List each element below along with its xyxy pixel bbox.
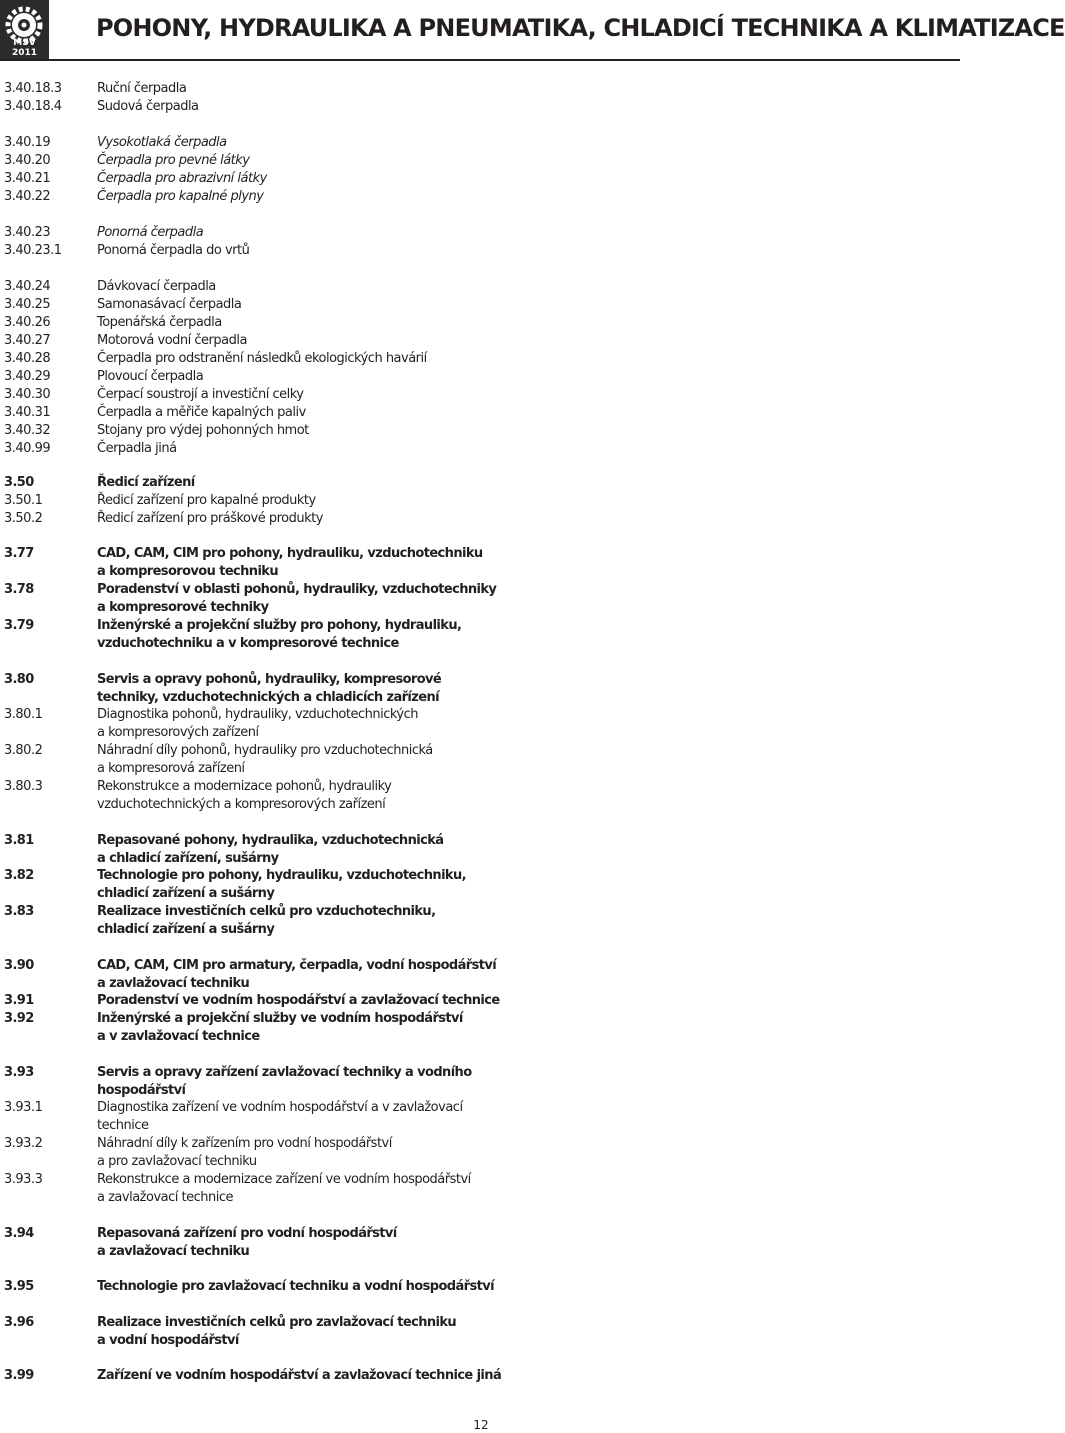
list-item [0,440,960,458]
item-label: Samonasávací čerpadla [97,297,242,312]
item-label: Zařízení ve vodním hospodářství a zavlažovací technice jiná [97,1368,502,1383]
list-item [0,903,960,939]
item-code: 3.50 [4,475,34,490]
item-label: Poradenství v oblasti pohonů, hydrauliky, vzduchotechniky [97,582,497,597]
item-code: 3.40.20 [4,153,51,168]
item-label: Čerpadla pro kapalné plyny [97,189,264,204]
item-code: 3.93.1 [4,1100,43,1115]
item-label: CAD, CAM, CIM pro armatury, čerpadla, vodní hospodářství [97,958,497,973]
item-label: Servis a opravy zařízení zavlažovací techniky a vodního [97,1065,472,1080]
list-item [0,617,960,653]
item-label: a kompresorovou techniku [97,564,279,579]
item-label: techniky, vzduchotechnických a chladicích zařízení [97,690,439,705]
item-label: Ředicí zařízení pro práškové produkty [97,511,323,526]
page-title: POHONY, HYDRAULIKA A PNEUMATIKA, CHLADICÍ TECHNIKA A KLIMATIZACE [96,14,1065,42]
item-label: Náhradní díly k zařízením pro vodní hospodářství [97,1136,392,1151]
list-item [0,581,960,617]
list-item [0,474,960,492]
item-code: 3.40.22 [4,189,51,204]
list-item [0,386,960,404]
item-label: a zavlažovací techniku [97,976,250,991]
item-label: Stojany pro výdej pohonných hmot [97,423,309,438]
item-code: 3.40.29 [4,369,51,384]
item-label: Rekonstrukce a modernizace zařízení ve vodním hospodářství [97,1172,471,1187]
item-code: 3.40.19 [4,135,51,150]
item-label: Servis a opravy pohonů, hydrauliky, kompresorové [97,672,442,687]
item-code: 3.40.31 [4,405,51,420]
list-item [0,134,960,152]
list-item [0,332,960,350]
item-label: a zavlažovací technice [97,1190,233,1205]
item-code: 3.40.18.3 [4,81,62,96]
item-label: Čerpadla pro pevné látky [97,153,250,168]
item-code: 3.79 [4,618,34,633]
item-label: Technologie pro zavlažovací techniku a vodní hospodářství [97,1279,494,1294]
list-item [0,832,960,868]
item-code: 3.40.23.1 [4,243,62,258]
item-label: Ředicí zařízení pro kapalné produkty [97,493,316,508]
item-code: 3.50.2 [4,511,43,526]
item-code: 3.40.30 [4,387,51,402]
item-code: 3.80 [4,672,34,687]
list-item [0,671,960,707]
item-code: 3.94 [4,1226,34,1241]
item-label: Ponorná čerpadla do vrtů [97,243,250,258]
item-code: 3.92 [4,1011,34,1026]
item-label: Realizace investičních celků pro vzduchotechniku, [97,904,436,919]
logo-text: MSV 2011 [11,38,38,58]
item-label: Poradenství ve vodním hospodářství a zavlažovací technice [97,993,500,1008]
list-item [0,422,960,440]
item-code: 3.81 [4,833,34,848]
item-label: Ředicí zařízení [97,475,195,490]
list-item [0,1135,960,1171]
item-label: Čerpadla pro abrazivní látky [97,171,267,186]
item-label: Inženýrské a projekční služby ve vodním hospodářství [97,1011,463,1026]
item-code: 3.96 [4,1315,34,1330]
list-item [0,957,960,993]
list-item [0,368,960,386]
item-label: a kompresorová zařízení [97,761,245,776]
item-code: 3.40.21 [4,171,51,186]
item-label: Repasovaná zařízení pro vodní hospodářství [97,1226,397,1241]
item-label: Topenářská čerpadla [97,315,222,330]
item-code: 3.40.25 [4,297,51,312]
list-item [0,992,960,1010]
list-item [0,80,960,98]
list-item [0,152,960,170]
item-label: Čerpadla a měřiče kapalných paliv [97,405,306,420]
item-label: CAD, CAM, CIM pro pohony, hydrauliku, vzduchotechniku [97,546,483,561]
item-label: Sudová čerpadla [97,99,199,114]
item-label: a chladicí zařízení, sušárny [97,851,279,866]
item-code: 3.40.23 [4,225,51,240]
item-label: Čerpadla pro odstranění následků ekologických havárií [97,351,427,366]
item-label: Ruční čerpadla [97,81,187,96]
list-item [0,224,960,242]
item-label: Technologie pro pohony, hydrauliku, vzduchotechniku, [97,868,466,883]
item-code: 3.99 [4,1368,34,1383]
item-label: a v zavlažovací technice [97,1029,260,1044]
page-number: 12 [473,1418,489,1432]
item-code: 3.80.1 [4,707,43,722]
item-label: Rekonstrukce a modernizace pohonů, hydrauliky [97,779,392,794]
list-item [0,510,960,528]
item-code: 3.78 [4,582,34,597]
list-item [0,188,960,206]
item-label: a kompresorových zařízení [97,725,259,740]
item-label: technice [97,1118,149,1133]
item-code: 3.93 [4,1065,34,1080]
list-item [0,242,960,260]
item-label: Čerpadla jiná [97,441,177,456]
list-item [0,98,960,116]
list-item [0,404,960,422]
item-code: 3.93.3 [4,1172,43,1187]
item-label: Plovoucí čerpadla [97,369,204,384]
list-item [0,296,960,314]
list-item [0,170,960,188]
list-item [0,492,960,510]
item-label: a zavlažovací techniku [97,1244,250,1259]
list-item [0,1314,960,1350]
list-item [0,1278,960,1296]
item-label: vzduchotechniku a v kompresorové technice [97,636,399,651]
item-label: Inženýrské a projekční služby pro pohony, hydrauliku, [97,618,462,633]
list-item [0,1010,960,1046]
item-code: 3.95 [4,1279,34,1294]
item-code: 3.91 [4,993,34,1008]
list-item [0,350,960,368]
item-label: Repasované pohony, hydraulika, vzduchotechnická [97,833,444,848]
item-code: 3.40.99 [4,441,51,456]
item-label: Diagnostika zařízení ve vodním hospodářství a v zavlažovací [97,1100,463,1115]
item-label: Dávkovací čerpadla [97,279,216,294]
list-item [0,1367,960,1385]
item-label: Vysokotlaká čerpadla [97,135,227,150]
item-code: 3.40.24 [4,279,51,294]
item-code: 3.83 [4,904,34,919]
item-code: 3.93.2 [4,1136,43,1151]
item-code: 3.40.32 [4,423,51,438]
item-label: Náhradní díly pohonů, hydrauliky pro vzduchotechnická [97,743,433,758]
list-item [0,1225,960,1261]
item-label: a pro zavlažovací techniku [97,1154,257,1169]
item-label: Realizace investičních celků pro zavlažovací techniku [97,1315,457,1330]
item-code: 3.40.26 [4,315,51,330]
list-item [0,1171,960,1207]
list-item [0,545,960,581]
list-item [0,314,960,332]
list-item [0,778,960,814]
item-label: Diagnostika pohonů, hydrauliky, vzduchotechnických [97,707,419,722]
item-label: Čerpací soustrojí a investiční celky [97,387,304,402]
item-code: 3.50.1 [4,493,43,508]
item-label: chladicí zařízení a sušárny [97,922,275,937]
list-item [0,278,960,296]
item-code: 3.90 [4,958,34,973]
item-label: Ponorná čerpadla [97,225,204,240]
item-label: vzduchotechnických a kompresorových zařízení [97,797,386,812]
item-code: 3.40.27 [4,333,51,348]
item-code: 3.80.2 [4,743,43,758]
list-item [0,1064,960,1100]
item-label: Motorová vodní čerpadla [97,333,247,348]
item-code: 3.82 [4,868,34,883]
item-code: 3.77 [4,546,34,561]
list-item [0,867,960,903]
list-item [0,1099,960,1135]
list-item [0,706,960,742]
item-code: 3.80.3 [4,779,43,794]
item-label: chladicí zařízení a sušárny [97,886,275,901]
item-code: 3.40.18.4 [4,99,62,114]
item-label: a kompresorové techniky [97,600,269,615]
item-label: a vodní hospodářství [97,1333,239,1348]
item-label: hospodářství [97,1083,186,1098]
item-code: 3.40.28 [4,351,51,366]
list-item [0,742,960,778]
